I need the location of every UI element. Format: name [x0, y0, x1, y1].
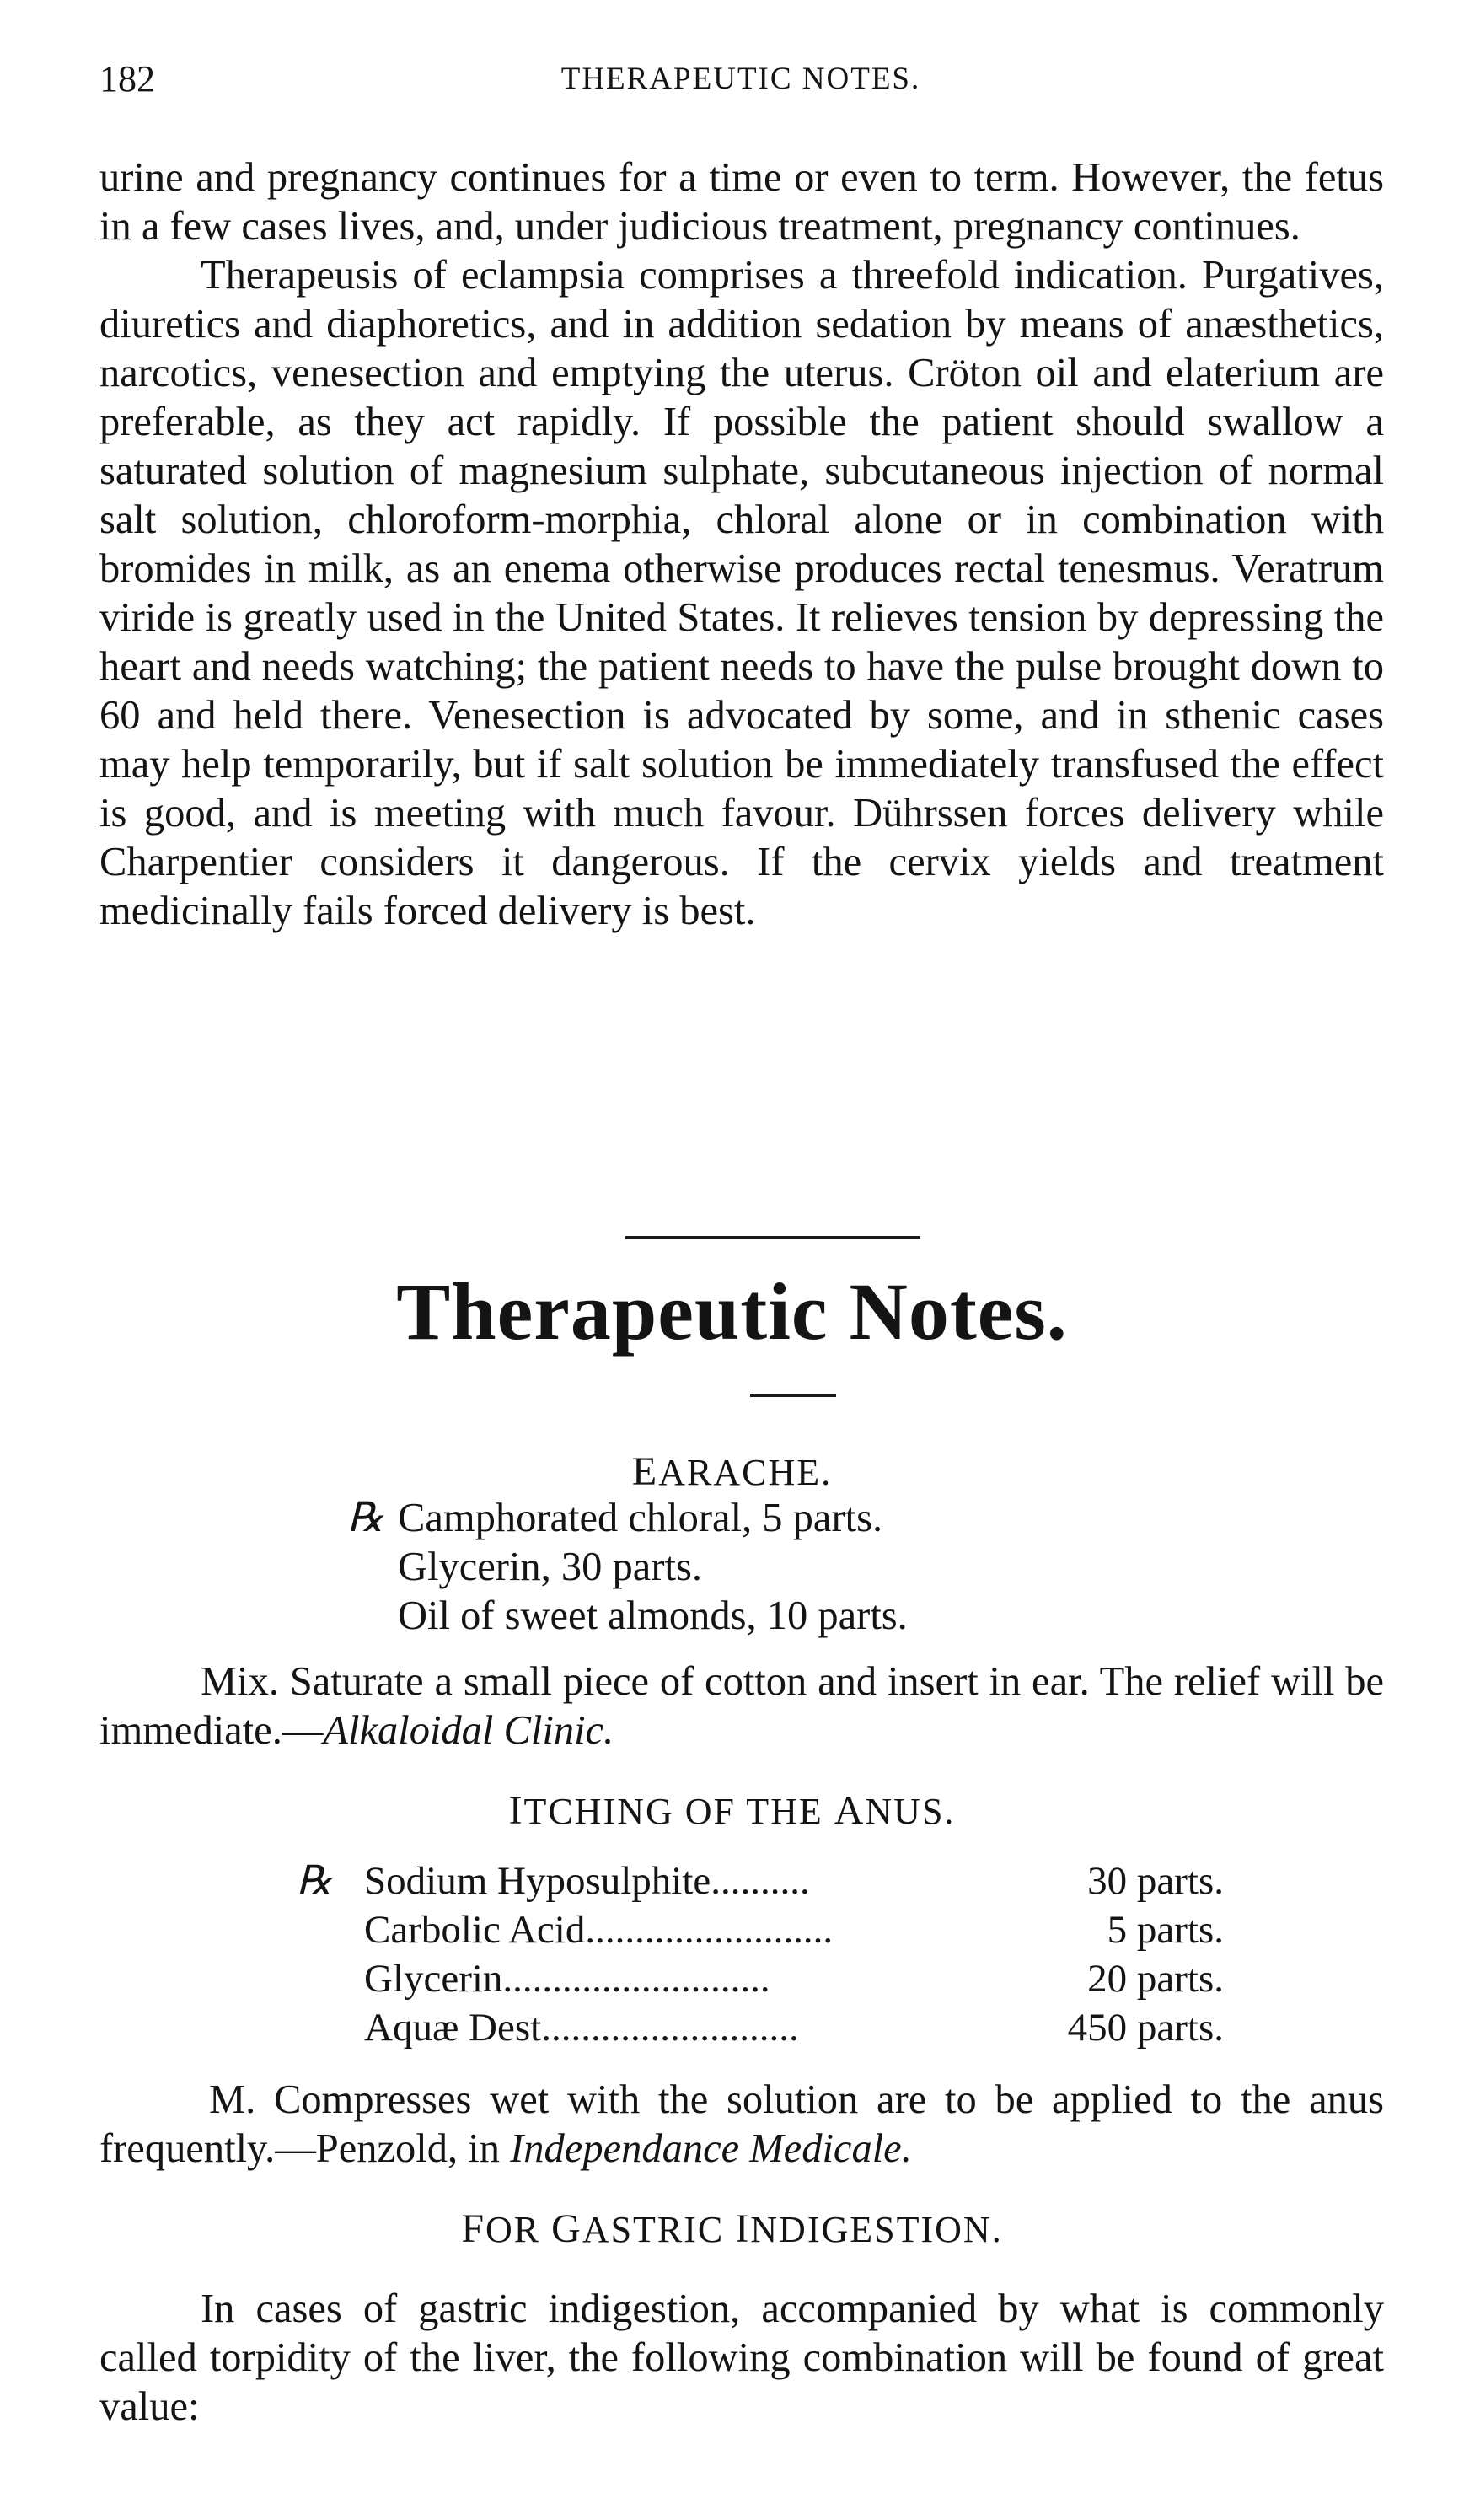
rx-symbol: ℞	[347, 1496, 384, 1540]
paragraph-continuation: urine and pregnancy continues for a time or even to term. However, the fetus in a few cases lives, and, under judicious treatment, pregnancy continues.	[99, 155, 1384, 249]
rx-row: Glycerin........................... 20 parts.	[364, 1957, 1224, 2001]
page-number: 182	[99, 58, 155, 99]
paragraph-therapeusis: Therapeusis of eclampsia comprises a threefold indication. Purgatives, diuretics and diaphoretics, and in addition sedation by means of anæsthetics, narcotics, venesection and emptying the uterus. Cröton oil and elaterium are preferable, as they act rapidly. If possible the patient should swallow a saturated solution of magnesium sulphate, subcutaneous injection of normal salt solution, chloroform-morphia, chloral alone or in combination with bromides in milk, as an enema otherwise produces rectal tenesmus. Veratrum viride is greatly used in the United States. It relieves tension by depressing the heart and needs watching; the patient needs to have the pulse brought down to 60 and held there. Venesection is advocated by some, and in sthenic cases may help temporarily, but if salt solution be immediately transfused the effect is good, and is meeting with much favour. Dührssen forces delivery while Charpentier considers it dangerous. If the cervix yields and treatment medicinally fails forced delivery is best.	[99, 253, 1384, 933]
earache-heading: EARACHE.	[631, 1449, 833, 1494]
rx-row: Aquæ Dest.......................... 450 parts.	[364, 2006, 1224, 2050]
section-rule-top	[625, 1236, 920, 1239]
running-title: THERAPEUTIC NOTES.	[560, 62, 921, 96]
rx-row: Carbolic Acid......................... 5 parts.	[364, 1908, 1224, 1952]
itching-note: M. Compresses wet with the solution are to be applied to the anus frequently.—Penzold, in Independance Medicale.	[99, 2077, 1384, 2171]
gastric-paragraph: In cases of gastric indigestion, accompanied by what is commonly called torpidity of the liver, the following combination will be found of great value:	[99, 2286, 1384, 2429]
rx-symbol: ℞	[297, 1859, 333, 1903]
itching-source: Independance Medicale.	[510, 2126, 912, 2171]
rx-line: Glycerin, 30 parts.	[398, 1545, 702, 1589]
eclampsia-text	[99, 153, 1384, 936]
section-title: Therapeutic Notes.	[396, 1266, 1068, 1357]
section-rule-bottom	[750, 1394, 836, 1397]
rx-row: ℞ Sodium Hyposulphite.......... 30 parts.	[297, 1856, 1224, 1905]
itching-heading: ITCHING OF THE ANUS.	[508, 1788, 956, 1833]
running-head	[99, 57, 1382, 108]
itching-prescription	[297, 1856, 1224, 2052]
rx-line: Oil of sweet almonds, 10 parts.	[398, 1593, 908, 1638]
earache-prescription	[347, 1494, 908, 1641]
gastric-heading: FOR GASTRIC INDIGESTION.	[461, 2206, 1003, 2251]
earache-note: Mix. Saturate a small piece of cotton and insert in ear. The relief will be immediate.—Alkaloidal Clinic.	[99, 1659, 1384, 1753]
rx-line: ℞ Camphorated chloral, 5 parts.	[347, 1494, 908, 1543]
earache-source: Alkaloidal Clinic.	[323, 1708, 614, 1753]
